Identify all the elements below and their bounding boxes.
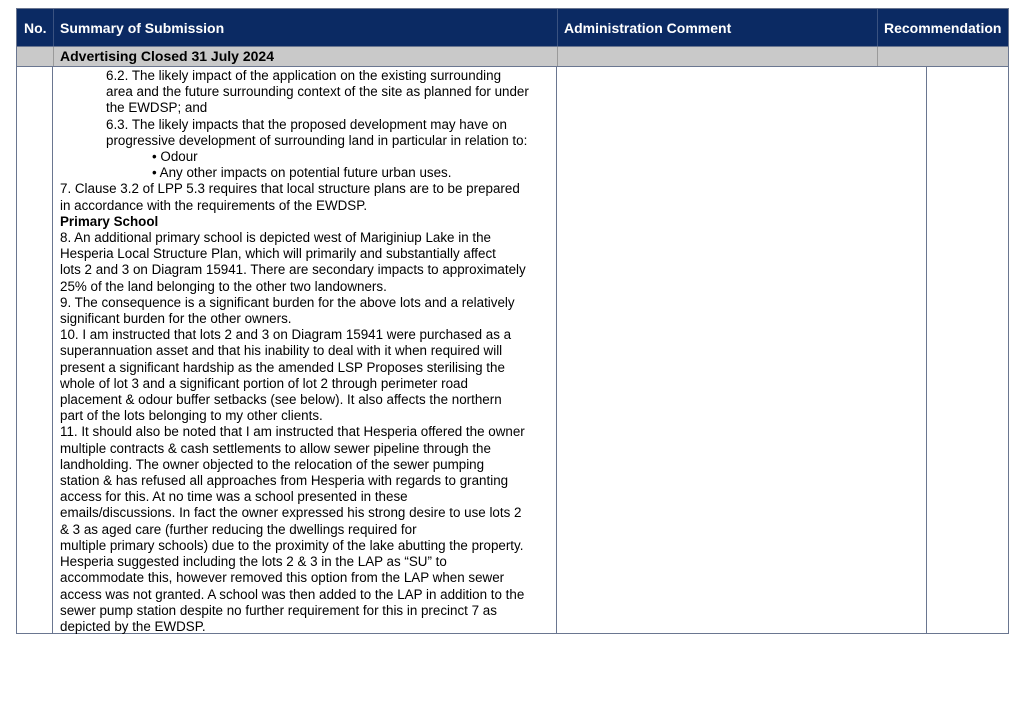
header-comment: Administration Comment bbox=[564, 20, 732, 36]
summary-line: access for this. At no time was a school presented in these bbox=[60, 489, 408, 505]
summary-line: accommodate this, however removed this option from the LAP when sewer bbox=[60, 570, 505, 586]
summary-line: 10. I am instructed that lots 2 and 3 on Diagram 15941 were purchased as a bbox=[60, 327, 512, 343]
summary-line: area and the future surrounding context of the site as planned for under bbox=[106, 84, 529, 100]
section-row bbox=[16, 47, 1009, 67]
summary-line: 9. The consequence is a significant burden for the above lots and a relatively bbox=[60, 294, 515, 310]
summary-line: present a significant hardship as the amended LSP Proposes sterilising the bbox=[60, 359, 505, 375]
summary-line: access was not granted. A school was then added to the LAP in addition to the bbox=[60, 586, 525, 602]
summary-line: multiple primary schools) due to the proximity of the lake abutting the property. bbox=[60, 537, 524, 553]
summary-line: • Odour bbox=[152, 149, 198, 165]
summary-line: sewer pump station despite no further requirement for this in precinct 7 as bbox=[60, 602, 497, 618]
summary-line: 7. Clause 3.2 of LPP 5.3 requires that local structure plans are to be prepared bbox=[60, 181, 520, 197]
summary-line: Hesperia Local Structure Plan, which will primarily and substantially affect bbox=[60, 246, 496, 262]
summary-line: progressive development of surrounding land in particular in relation to: bbox=[106, 132, 528, 148]
summary-line: significant burden for the other owners. bbox=[60, 311, 292, 327]
summary-line: landholding. The owner objected to the relocation of the sewer pumping bbox=[60, 456, 485, 472]
summary-line: part of the lots belonging to my other clients. bbox=[60, 408, 323, 424]
summary-line: • Any other impacts on potential future urban uses. bbox=[152, 165, 452, 181]
summary-line: 11. It should also be noted that I am instructed that Hesperia offered the owner bbox=[60, 424, 525, 440]
summary-line: Primary School bbox=[60, 213, 159, 229]
header-summary: Summary of Submission bbox=[60, 20, 225, 36]
summary-line: multiple contracts & cash settlements to allow sewer pipeline through the bbox=[60, 440, 491, 456]
summary-line: 6.2. The likely impact of the application on the existing surrounding bbox=[106, 68, 502, 83]
summary-line: 8. An additional primary school is depicted west of Mariginiup Lake in the bbox=[60, 230, 491, 246]
summary-line: lots 2 and 3 on Diagram 15941. There are secondary impacts to approximately bbox=[60, 262, 526, 278]
table-row bbox=[16, 67, 1009, 634]
summary-line: emails/discussions. In fact the owner expressed his strong desire to use lots 2 bbox=[60, 505, 522, 521]
summary-line: the EWDSP; and bbox=[106, 100, 208, 116]
summary-line: 6.3. The likely impacts that the proposed development may have on bbox=[106, 116, 507, 132]
section-title: Advertising Closed 31 July 2024 bbox=[60, 48, 274, 64]
summary-line: station & has refused all approaches from Hesperia with regards to granting bbox=[60, 473, 509, 489]
summary-line: Hesperia suggested including the lots 2 & 3 in the LAP as “SU” to bbox=[60, 554, 447, 570]
summary-line: placement & odour buffer setbacks (see below). It also affects the northern bbox=[60, 392, 502, 408]
header-recommendation: Recommendation bbox=[884, 20, 1002, 36]
summary-line: whole of lot 3 and a significant portion of lot 2 through perimeter road bbox=[60, 375, 468, 391]
summary-cell bbox=[60, 68, 560, 635]
summary-line: 25% of the land belonging to the other two landowners. bbox=[60, 278, 387, 294]
summary-line: superannuation asset and that his inability to deal with it when required will bbox=[60, 343, 503, 359]
summary-line: & 3 as aged care (further reducing the dwellings required for bbox=[60, 521, 417, 537]
header-no: No. bbox=[24, 20, 47, 36]
summary-line: depicted by the EWDSP. bbox=[60, 618, 206, 634]
summary-line: in accordance with the requirements of the EWDSP. bbox=[60, 197, 368, 213]
table-header bbox=[16, 8, 1009, 47]
